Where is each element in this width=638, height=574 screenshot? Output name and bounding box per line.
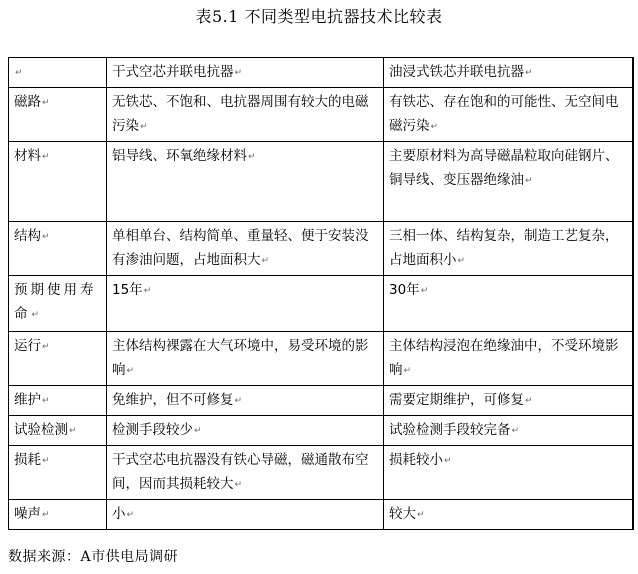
paragraph-mark-icon: ↵: [69, 426, 77, 436]
table-row: [9, 416, 633, 446]
row-label: 结构↵: [9, 222, 107, 276]
paragraph-mark-icon: ↵: [140, 122, 148, 132]
paragraph-mark-icon: ↵: [42, 510, 50, 520]
oil-immersed-cell: 主要原材料为高导磁晶粒取向硅钢片、铜导线、变压器绝缘油↵: [384, 142, 633, 222]
paragraph-mark-icon: ↵: [511, 426, 520, 436]
dry-type-cell: 主体结构裸露在大气环境中，易受环境的影响↵: [107, 332, 384, 386]
paragraph-mark-icon: ↵: [143, 286, 152, 296]
header-cell-empty: [9, 58, 107, 88]
row-label: 材料↵: [9, 142, 107, 222]
oil-immersed-cell: 损耗较小↵: [384, 446, 633, 500]
oil-immersed-cell: 需要定期维护，可修复↵: [384, 386, 633, 416]
table-row: [9, 142, 633, 222]
paragraph-mark-icon: ↵: [42, 232, 50, 242]
paragraph-mark-icon: ↵: [403, 366, 412, 376]
paragraph-mark-icon: ↵: [42, 98, 50, 108]
row-label: 磁路↵: [9, 88, 107, 142]
header-cell-dry-type: 干式空芯并联电抗器↵: [107, 58, 384, 88]
oil-immersed-cell: 有铁芯、存在饱和的可能性、无空间电磁污染↵: [384, 88, 633, 142]
dry-type-cell: 15年↵: [107, 276, 384, 332]
row-label: 维护↵: [9, 386, 107, 416]
paragraph-mark-icon: ↵: [525, 396, 533, 406]
header-cell-oil-immersed: 油浸式铁芯并联电抗器↵: [384, 58, 633, 88]
oil-immersed-cell: 三相一体、结构复杂，制造工艺复杂，占地面积小↵: [384, 222, 633, 276]
paragraph-mark-icon: ↵: [126, 510, 135, 520]
dry-type-cell: 检测手段较少↵: [107, 416, 384, 446]
dry-type-cell: 免维护，但不可修复↵: [107, 386, 384, 416]
row-label: 试验检测↵: [9, 416, 107, 446]
row-label: 运行↵: [9, 332, 107, 386]
paragraph-mark-icon: ↵: [525, 68, 533, 78]
paragraph-mark-icon: ↵: [261, 256, 270, 266]
paragraph-mark-icon: ↵: [444, 456, 452, 466]
paragraph-mark-icon: ↵: [42, 396, 50, 406]
dry-type-cell: 干式空芯电抗器没有铁心导磁，磁通散布空间，因而其损耗较大↵: [107, 446, 384, 500]
row-label: 损耗↵: [9, 446, 107, 500]
row-label: 预期使用寿命↵: [9, 276, 107, 332]
oil-immersed-cell: 试验检测手段较完备↵: [384, 416, 633, 446]
table-row: [9, 332, 633, 386]
oil-immersed-cell: 主体结构浸泡在绝缘油中，不受环境影响↵: [384, 332, 633, 386]
paragraph-mark-icon: ↵: [234, 396, 243, 406]
dry-type-cell: 铝导线、环氧绝缘材料↵: [107, 142, 384, 222]
paragraph-mark-icon: ↵: [420, 286, 429, 296]
paragraph-mark-icon: ↵: [42, 152, 50, 162]
paragraph-mark-icon: ↵: [248, 152, 256, 162]
table-row: [9, 446, 633, 500]
table-row: [9, 276, 633, 332]
paragraph-mark-icon: ↵: [234, 480, 243, 490]
oil-immersed-cell: 30年↵: [384, 276, 633, 332]
paragraph-mark-icon: ↵: [31, 310, 43, 320]
data-source-note: 数据来源：A市供电局调研: [8, 549, 179, 565]
comparison-table: [8, 57, 634, 530]
paragraph-mark-icon: ↵: [42, 342, 50, 352]
paragraph-mark-icon: ↵: [234, 68, 243, 78]
paragraph-mark-icon: ↵: [126, 366, 135, 376]
paragraph-mark-icon: ↵: [430, 122, 439, 132]
paragraph-mark-icon: ↵: [15, 68, 23, 78]
paragraph-mark-icon: ↵: [42, 456, 50, 466]
table-row: [9, 222, 633, 276]
table-header-row: [9, 58, 633, 88]
paragraph-mark-icon: ↵: [417, 510, 425, 520]
table-row: [9, 88, 633, 142]
table-title: 表5.1 不同类型电抗器技术比较表: [195, 7, 443, 26]
table-row: [9, 386, 633, 416]
dry-type-cell: 小↵: [107, 500, 384, 530]
paragraph-mark-icon: ↵: [457, 256, 466, 266]
dry-type-cell: 单相单台、结构简单、重量轻、便于安装没有渗油问题，占地面积大↵: [107, 222, 384, 276]
paragraph-mark-icon: ↵: [525, 176, 533, 186]
row-label: 噪声↵: [9, 500, 107, 530]
oil-immersed-cell: 较大↵: [384, 500, 633, 530]
dry-type-cell: 无铁芯、不饱和、电抗器周围有较大的电磁污染↵: [107, 88, 384, 142]
paragraph-mark-icon: ↵: [194, 426, 202, 436]
table-row: [9, 500, 633, 530]
